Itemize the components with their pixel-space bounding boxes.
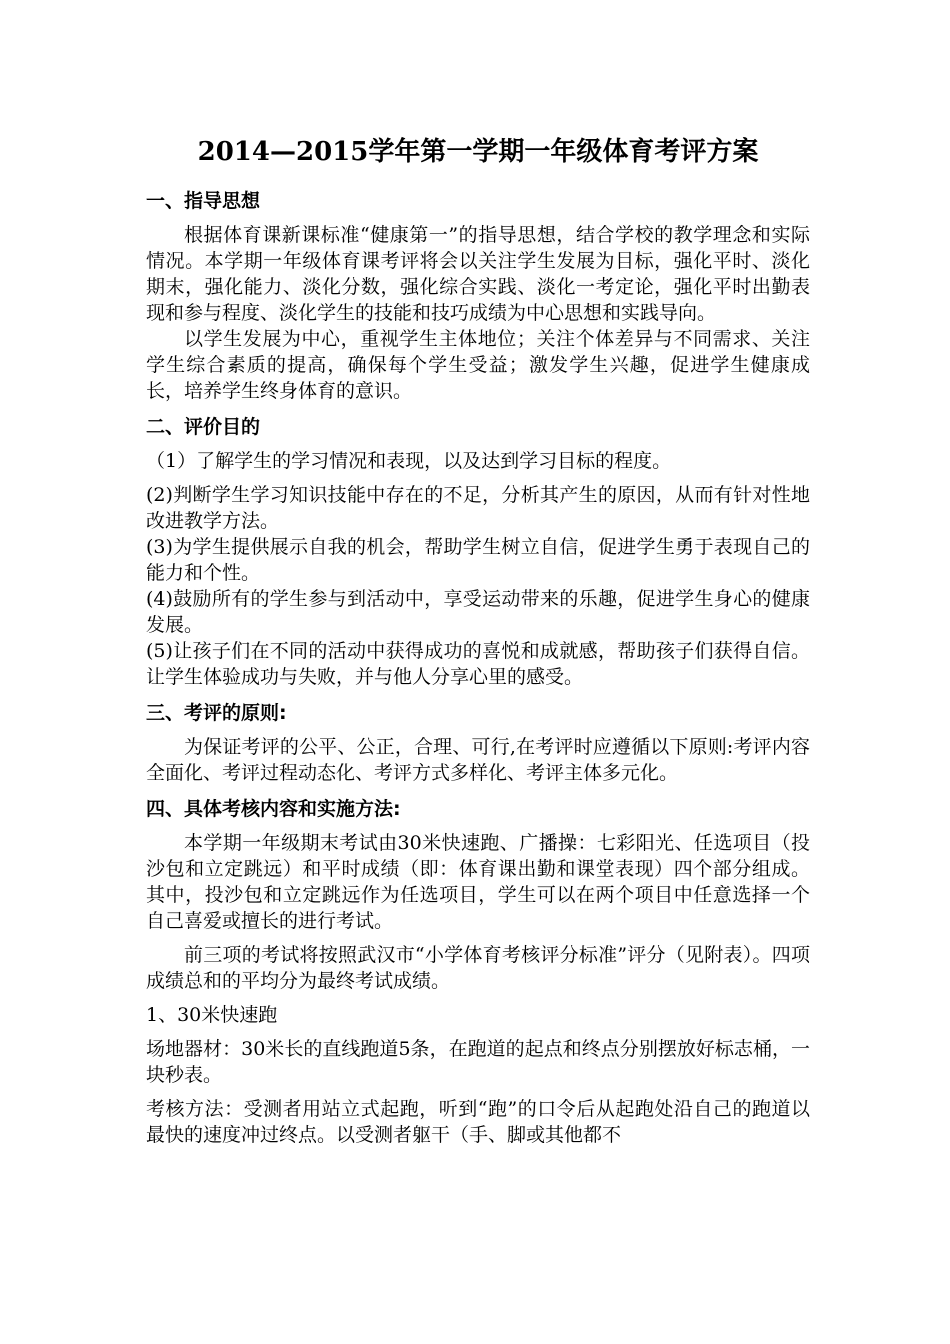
section-heading-guiding-ideology: 一、指导思想	[146, 190, 261, 212]
document-page	[146, 132, 810, 1156]
paragraph: 根据体育课新课标准“健康第一”的指导思想，结合学校的教学理念和实际情况。本学期一年级体育课考评将会以关注学生发展为目标，强化平时、淡化期末，强化能力、淡化分数，强化综合实践、淡化一考定论，强化平时出勤表现和参与程度、淡化学生的技能和技巧成绩为中心思想和实践导向。	[146, 224, 810, 324]
paragraph: 本学期一年级期末考试由30米快速跑、广播操：七彩阳光、任选项目（投沙包和立定跳远）和平时成绩（即：体育课出勤和课堂表现）四个部分组成。其中，投沙包和立定跳远作为任选项目，学生可以在两个项目中任意选择一个自己喜爱或擅长的进行考试。	[146, 832, 810, 932]
paragraph: 考核方法：受测者用站立式起跑，听到“跑”的口令后从起跑处沿自己的跑道以最快的速度冲过终点。以受测者躯干（手、脚或其他都不	[146, 1098, 810, 1146]
list-item: (3)为学生提供展示自我的机会，帮助学生树立自信，促进学生勇于表现自己的能力和个性。	[146, 536, 810, 584]
list-item: (2)判断学生学习知识技能中存在的不足，分析其产生的原因，从而有针对性地改进教学方法。	[146, 484, 810, 532]
paragraph: 为保证考评的公平、公正，合理、可行,在考评时应遵循以下原则:考评内容全面化、考评过程动态化、考评方式多样化、考评主体多元化。	[146, 736, 810, 784]
section-heading-principles: 三、考评的原则:	[146, 702, 287, 724]
paragraph: 以学生发展为中心，重视学生主体地位；关注个体差异与不同需求、关注学生综合素质的提高，确保每个学生受益；激发学生兴趣，促进学生健康成长，培养学生终身体育的意识。	[146, 328, 810, 402]
section-heading-evaluation-purpose: 二、评价目的	[146, 416, 261, 438]
list-item: (4)鼓励所有的学生参与到活动中，享受运动带来的乐趣，促进学生身心的健康发展。	[146, 588, 810, 636]
subheading-30m-sprint: 1、30米快速跑	[146, 1004, 278, 1026]
list-item: （1）了解学生的学习情况和表现，以及达到学习目标的程度。	[146, 450, 672, 472]
paragraph: 场地器材：30米长的直线跑道5条，在跑道的起点和终点分别摆放好标志桶，一块秒表。	[146, 1038, 810, 1086]
list-item: (5)让孩子们在不同的活动中获得成功的喜悦和成就感，帮助孩子们获得自信。让学生体验成功与失败，并与他人分享心里的感受。	[146, 640, 810, 688]
paragraph: 前三项的考试将按照武汉市“小学体育考核评分标准”评分（见附表）。四项成绩总和的平均分为最终考试成绩。	[146, 944, 810, 992]
document-title: 2014—2015学年第一学期一年级体育考评方案	[197, 137, 759, 167]
section-heading-content-and-methods: 四、具体考核内容和实施方法:	[146, 798, 401, 820]
